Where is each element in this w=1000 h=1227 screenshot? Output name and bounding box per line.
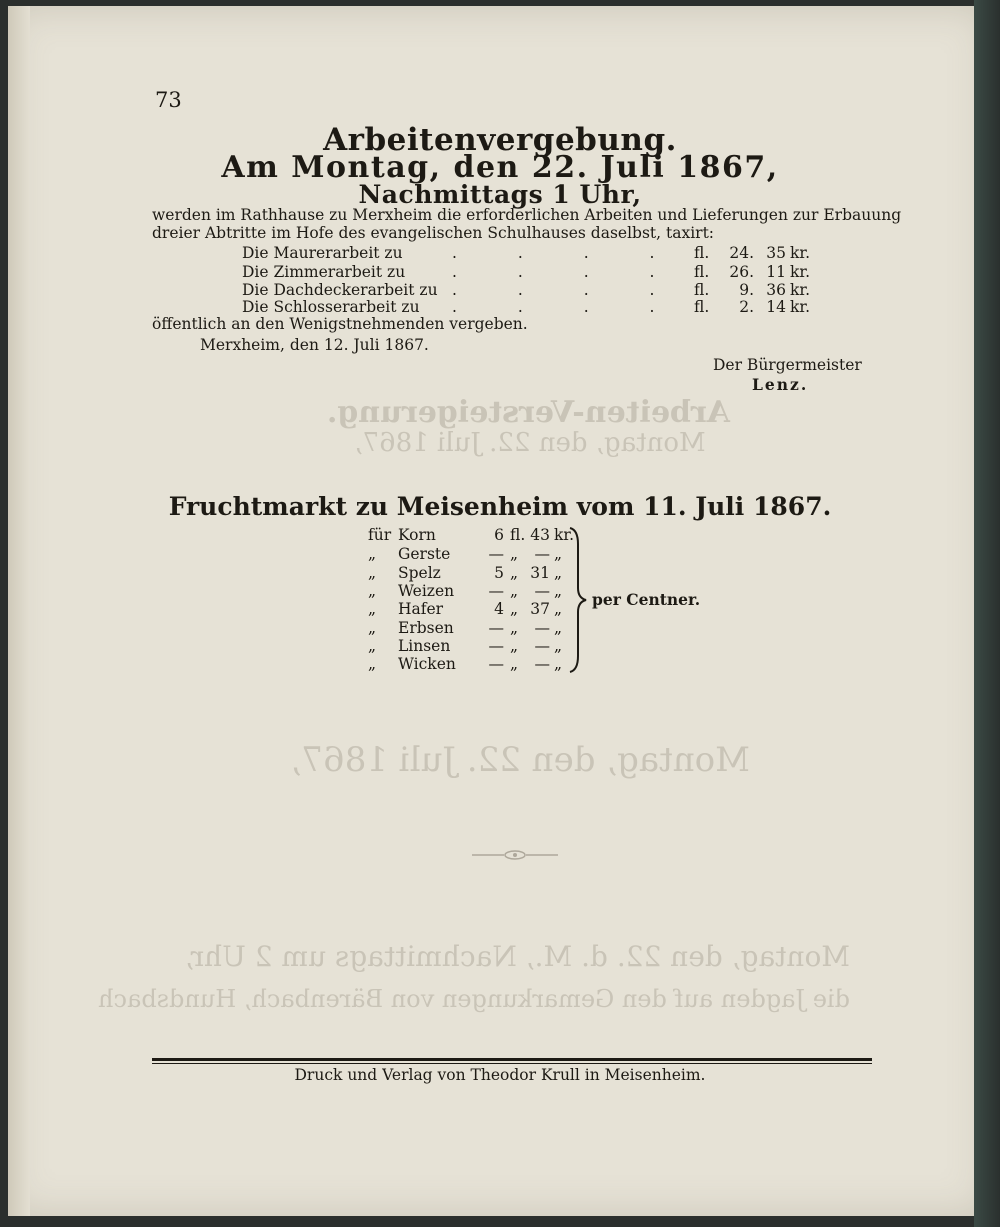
grain-prefix: für [368, 526, 392, 544]
grain-row [368, 637, 588, 657]
grain-kreuzer: — [534, 582, 550, 600]
grain-row [368, 655, 588, 675]
currency-label: fl. [694, 244, 710, 262]
work-label: Die Schlosserarbeit zu [242, 298, 420, 316]
notice-date: Am Montag, den 22. Juli 1867, [221, 150, 779, 185]
kreuzer-unit: kr. [790, 263, 811, 281]
grain-gulden-unit: „ [510, 655, 519, 673]
kreuzer-unit: kr. [790, 244, 811, 262]
work-item [242, 244, 811, 264]
bleed-through-text: Arbeiten-Versteigerung. [326, 395, 730, 430]
grain-gulden-unit: „ [510, 564, 519, 582]
grain-prefix: „ [368, 637, 377, 655]
gulden-value: 9. [739, 281, 754, 299]
grain-kreuzer: — [534, 619, 550, 637]
currency-label: fl. [694, 281, 710, 299]
grain-gulden-unit: „ [510, 582, 519, 600]
grain-prefix: „ [368, 545, 377, 563]
leader-dots: . . . . [452, 298, 683, 316]
grain-kreuzer: — [534, 655, 550, 673]
leader-dots: . . . . [452, 281, 683, 299]
grain-gulden: — [488, 655, 504, 673]
gulden-value: 26. [729, 263, 754, 281]
grain-kreuzer-unit: „ [554, 600, 563, 618]
grain-prefix: „ [368, 582, 377, 600]
kreuzer-value: 35 [766, 244, 786, 262]
grain-kreuzer-unit: „ [554, 637, 563, 655]
currency-label: fl. [694, 263, 710, 281]
market-title: Fruchtmarkt zu Meisenheim vom 11. Juli 1867. [168, 492, 832, 521]
signature-name: Lenz. [752, 375, 809, 394]
grain-gulden: — [488, 582, 504, 600]
grain-kreuzer: — [534, 545, 550, 563]
grain-name: Wicken [398, 655, 456, 673]
grain-name: Linsen [398, 637, 451, 655]
grain-gulden-unit: „ [510, 545, 519, 563]
kreuzer-value: 36 [766, 281, 786, 299]
intro-line: werden im Rathhause zu Merxheim die erforderlichen Arbeiten und Lieferungen zur Erbauung [152, 206, 902, 224]
bleed-through-text: die Jagden auf den Gemarkungen von Bärenbach, Hundsbach [98, 985, 850, 1013]
grain-name: Gerste [398, 545, 451, 563]
intro-line: dreier Abtritte im Hofe des evangelischen Schulhauses daselbst, taxirt: [152, 224, 715, 242]
bleed-through-text: Montag, den 22. d. M., Nachmittags um 2 Uhr, [184, 940, 850, 973]
grain-name: Weizen [398, 582, 455, 600]
grain-gulden-unit: fl. [510, 526, 526, 544]
printer-imprint: Druck und Verlag von Theodor Krull in Meisenheim. [294, 1066, 706, 1084]
grain-kreuzer: 31 [530, 564, 550, 582]
work-item [242, 263, 811, 283]
grain-row [368, 545, 588, 565]
kreuzer-value: 14 [766, 298, 786, 316]
grain-kreuzer-unit: „ [554, 545, 563, 563]
grain-gulden-unit: „ [510, 600, 519, 618]
grain-prefix: „ [368, 600, 377, 618]
grain-kreuzer: 37 [530, 600, 550, 618]
grain-row [368, 619, 588, 639]
grain-gulden: 6 [494, 526, 504, 544]
grain-gulden: — [488, 619, 504, 637]
grain-gulden: — [488, 545, 504, 563]
currency-label: fl. [694, 298, 710, 316]
grain-kreuzer-unit: „ [554, 564, 563, 582]
grain-gulden: 5 [494, 564, 504, 582]
grain-name: Erbsen [398, 619, 454, 637]
grain-gulden-unit: „ [510, 637, 519, 655]
gulden-value: 24. [729, 244, 754, 262]
grain-kreuzer-unit: „ [554, 655, 563, 673]
grain-kreuzer-unit: „ [554, 582, 563, 600]
gulden-value: 2. [739, 298, 754, 316]
notice-title: Arbeitenvergebung. [323, 122, 677, 158]
bleed-through-text: Montag, den 22. Juli 1867, [354, 428, 706, 458]
kreuzer-unit: kr. [790, 298, 811, 316]
work-label: Die Maurerarbeit zu [242, 244, 403, 262]
grain-gulden-unit: „ [510, 619, 519, 637]
grain-name: Korn [398, 526, 436, 544]
page-number: 73 [155, 88, 182, 112]
kreuzer-value: 11 [766, 263, 786, 281]
grain-prefix: „ [368, 564, 377, 582]
grain-name: Spelz [398, 564, 441, 582]
grain-gulden: — [488, 637, 504, 655]
leader-dots: . . . . [452, 263, 683, 281]
grain-kreuzer: — [534, 637, 550, 655]
grain-kreuzer-unit: kr. [554, 526, 575, 544]
grain-prefix: „ [368, 619, 377, 637]
grain-row [368, 600, 588, 620]
per-centner-label: per Centner. [592, 590, 701, 609]
grain-gulden: 4 [494, 600, 504, 618]
work-label: Die Zimmerarbeit zu [242, 263, 406, 281]
grain-name: Hafer [398, 600, 444, 618]
grain-row [368, 582, 588, 602]
leader-dots: . . . . [452, 244, 683, 262]
grain-kreuzer-unit: „ [554, 619, 563, 637]
signature-title: Der Bürgermeister [713, 356, 862, 374]
grain-row [368, 564, 588, 584]
ornament-divider-icon [470, 848, 560, 862]
place-date: Merxheim, den 12. Juli 1867. [200, 336, 429, 354]
curly-brace-icon [566, 526, 588, 674]
double-rule-divider [152, 1058, 872, 1061]
notice-time: Nachmittags 1 Uhr, [358, 180, 642, 209]
work-label: Die Dachdeckerarbeit zu [242, 281, 438, 299]
bleed-through-text: Montag, den 22. Juli 1867, [290, 740, 750, 780]
grain-kreuzer: 43 [530, 526, 550, 544]
closing-line: öffentlich an den Wenigstnehmenden vergeben. [152, 315, 528, 333]
kreuzer-unit: kr. [790, 281, 811, 299]
grain-prefix: „ [368, 655, 377, 673]
double-rule-divider [152, 1063, 872, 1064]
grain-row [368, 526, 588, 546]
